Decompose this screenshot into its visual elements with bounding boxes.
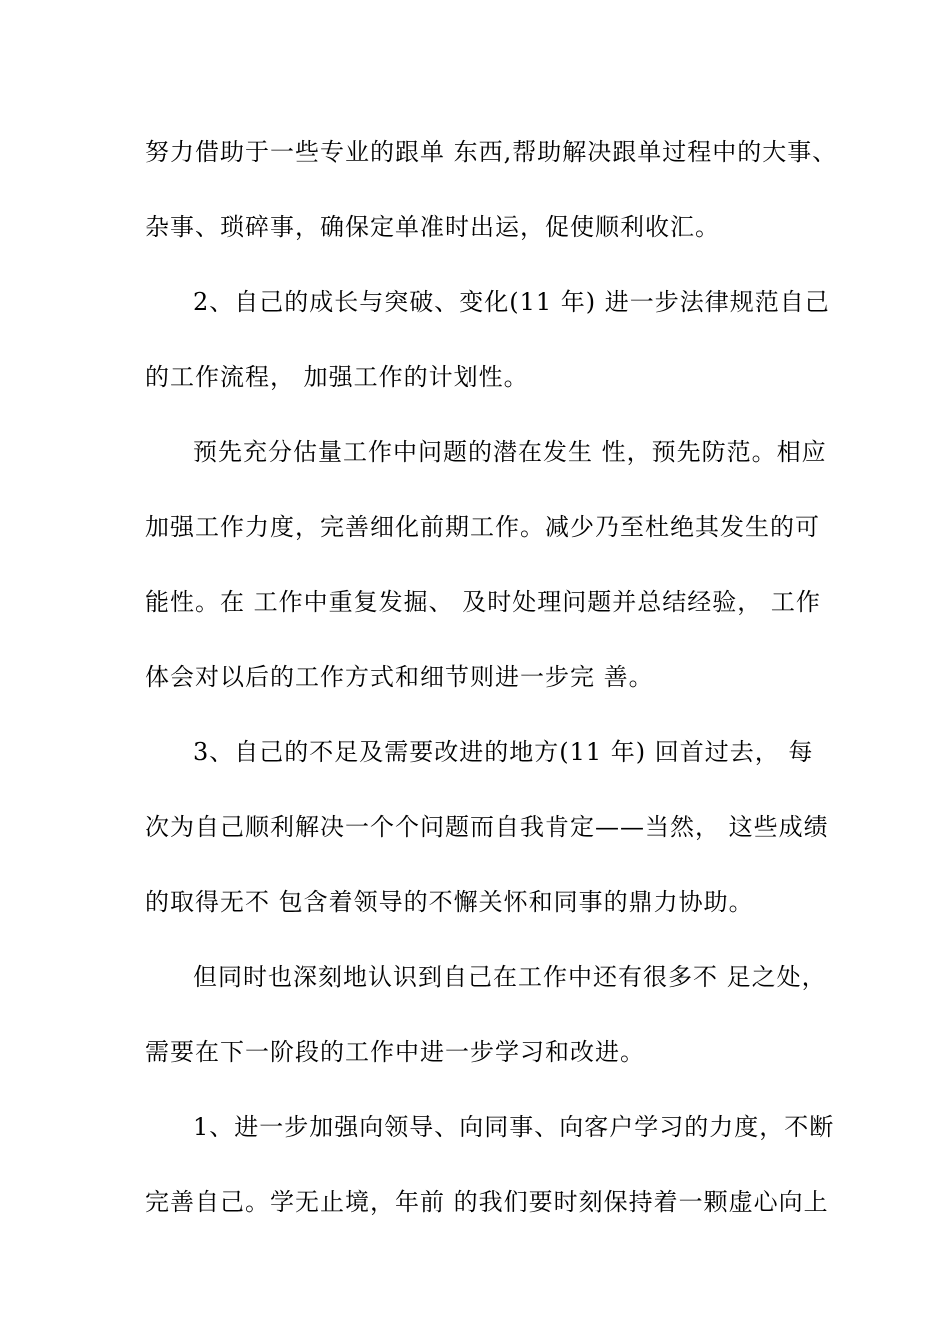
text-line: 的工作流程， 加强工作的计划性。 xyxy=(145,363,529,391)
text-line: 需要在下一阶段的工作中进一步学习和改进。 xyxy=(145,1038,645,1066)
text-line: 杂事、琐碎事，确保定单准时出运，促使顺利收汇。 xyxy=(145,213,720,241)
text-line: 1、进一步加强向领导、向同事、向客户学习的力度，不断 xyxy=(193,1113,835,1141)
text-line: 2、自己的成长与突破、变化(11 年) 进一步法律规范自己 xyxy=(193,288,830,316)
text-line: 预先充分估量工作中问题的潜在发生 性，预先防范。相应 xyxy=(193,438,827,466)
text-line: 完善自己。学无止境，年前 的我们要时刻保持着一颗虚心向上 xyxy=(145,1188,829,1216)
text-line: 努力借助于一些专业的跟单 东西,帮助解决跟单过程中的大事、 xyxy=(145,138,838,166)
text-line: 的取得无不 包含着领导的不懈关怀和同事的鼎力协助。 xyxy=(145,888,754,916)
text-line: 加强工作力度，完善细化前期工作。减少乃至杜绝其发生的可 xyxy=(145,513,820,541)
text-line: 但同时也深刻地认识到自己在工作中还有很多不 足之处， xyxy=(193,963,827,991)
text-line: 能性。在 工作中重复发掘、 及时处理问题并总结经验， 工作 xyxy=(145,588,821,616)
text-line: 体会对以后的工作方式和细节则进一步完 善。 xyxy=(145,663,654,691)
text-line: 3、自己的不足及需要改进的地方(11 年) 回首过去， 每 xyxy=(193,738,814,766)
text-line: 次为自己顺利解决一个个问题而自我肯定——当然， 这些成绩 xyxy=(145,813,829,841)
